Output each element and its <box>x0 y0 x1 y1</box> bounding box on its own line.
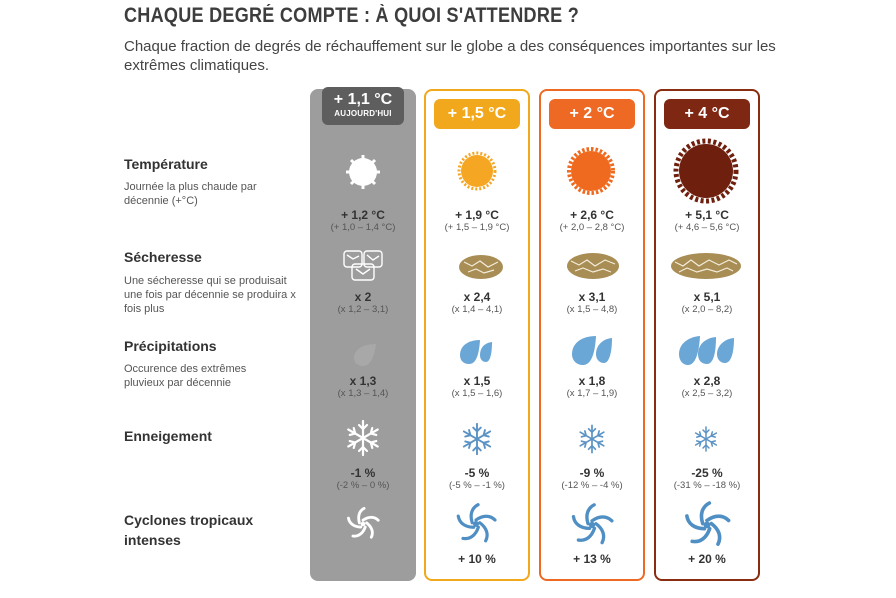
precip-value-1-5 <box>424 374 530 400</box>
value-text: x 2,4 <box>463 290 491 304</box>
snowflake-icon <box>691 424 721 454</box>
page-title: CHAQUE DEGRÉ COMPTE : À QUOI S'ATTENDRE ? <box>124 4 580 27</box>
drought-value-1-5 <box>424 290 530 316</box>
temp-value-1-5 <box>424 208 530 234</box>
raindrop-icon <box>676 333 738 369</box>
range-text: (+ 1,5 – 1,9 °C) <box>444 222 510 233</box>
sun-icon <box>454 148 500 194</box>
cyclone-icon <box>344 505 382 543</box>
range-text: (x 2,5 – 3,2) <box>681 388 733 399</box>
value-text: -1 % <box>350 466 376 480</box>
range-text: (x 1,5 – 1,6) <box>451 388 503 399</box>
cracked-earth-icon <box>338 247 388 283</box>
range-text: (+ 1,0 – 1,4 °C) <box>330 222 396 233</box>
value-text: + 2,6 °C <box>570 208 614 222</box>
value-text: -9 % <box>579 466 605 480</box>
badge-1-5: + 1,5 °C <box>434 99 520 129</box>
range-text: (-5 % – -1 %) <box>449 480 505 491</box>
value-text: + 1,9 °C <box>455 208 499 222</box>
value-text: + 13 % <box>573 552 611 566</box>
badge-2: + 2 °C <box>549 99 635 129</box>
row-label-temperature: Température <box>124 156 208 172</box>
temp-value-2 <box>539 208 645 234</box>
value-text: x 2,8 <box>693 374 721 388</box>
value-text: x 1,8 <box>578 374 606 388</box>
badge-label: + 1,1 °C <box>333 91 393 108</box>
sun-icon <box>564 144 618 198</box>
precip-value-2 <box>539 374 645 400</box>
row-label-precip: Précipitations <box>124 338 217 354</box>
value-text: x 1,5 <box>463 374 491 388</box>
value-text: x 2 <box>354 290 372 304</box>
range-text: (x 1,7 – 1,9) <box>566 388 618 399</box>
drought-value-2 <box>539 290 645 316</box>
snowflake-icon <box>458 420 496 458</box>
page-subtitle: Chaque fraction de degrés de réchauffement sur le globe a des conséquences importantes sur les extrêmes climatiques. <box>124 38 776 74</box>
value-text: + 5,1 °C <box>685 208 729 222</box>
value-text: x 3,1 <box>578 290 606 304</box>
cracked-earth-icon <box>456 252 506 282</box>
snow-value-1-5 <box>424 466 530 492</box>
badge-sublabel: AUJOURD'HUI <box>334 109 392 118</box>
raindrop-icon <box>568 333 618 369</box>
precip-value-4 <box>654 374 760 400</box>
range-text: (x 1,2 – 3,1) <box>337 304 389 315</box>
row-desc-drought: Une sécheresse qui se produisait une fois par décennie se produira x fois plus <box>124 275 296 315</box>
precip-value-current <box>310 374 416 400</box>
snowflake-icon <box>343 418 383 458</box>
badge-4: + 4 °C <box>664 99 750 129</box>
value-text: x 1,3 <box>349 374 377 388</box>
row-label-snow: Enneigement <box>124 428 212 444</box>
row-desc-precip: Occurence des extrêmes pluvieux par décennie <box>124 363 247 389</box>
range-text: (-12 % – -4 %) <box>561 480 623 491</box>
cyclone-icon <box>454 502 498 546</box>
snow-value-2 <box>539 466 645 492</box>
range-text: (x 1,3 – 1,4) <box>337 388 389 399</box>
cyclone-value-2 <box>539 552 645 566</box>
value-text: x 5,1 <box>693 290 721 304</box>
value-text: + 10 % <box>458 552 496 566</box>
temp-value-4 <box>654 208 760 234</box>
value-text: -5 % <box>464 466 490 480</box>
sun-icon <box>343 152 383 192</box>
range-text: (x 1,5 – 4,8) <box>566 304 618 315</box>
cyclone-icon <box>569 502 615 548</box>
snowflake-icon <box>575 422 609 456</box>
range-text: (-2 % – 0 %) <box>336 480 390 491</box>
range-text: (+ 4,6 – 5,6 °C) <box>674 222 740 233</box>
snow-value-current <box>310 466 416 492</box>
range-text: (+ 2,0 – 2,8 °C) <box>559 222 625 233</box>
row-desc-temperature: Journée la plus chaude par décennie (+°C) <box>124 181 257 207</box>
value-text: + 1,2 °C <box>341 208 385 222</box>
cracked-earth-icon <box>669 250 743 282</box>
row-label-drought: Sécheresse <box>124 249 202 265</box>
drought-value-4 <box>654 290 760 316</box>
cyclone-value-4 <box>654 552 760 566</box>
temp-value-current <box>310 208 416 234</box>
raindrop-icon <box>456 336 496 368</box>
raindrop-icon <box>348 340 380 368</box>
sun-icon <box>671 136 741 206</box>
cyclone-value-1-5 <box>424 552 530 566</box>
row-label-cyclones: Cyclones tropicaux intenses <box>124 512 254 548</box>
range-text: (x 1,4 – 4,1) <box>451 304 503 315</box>
range-text: (x 2,0 – 8,2) <box>681 304 733 315</box>
range-text: (-31 % – -18 %) <box>673 480 741 491</box>
value-text: + 20 % <box>688 552 726 566</box>
value-text: -25 % <box>691 466 723 480</box>
cyclone-icon <box>682 500 732 550</box>
badge-current <box>322 87 404 125</box>
cracked-earth-icon <box>565 250 621 282</box>
drought-value-current <box>310 290 416 316</box>
snow-value-4 <box>654 466 760 492</box>
